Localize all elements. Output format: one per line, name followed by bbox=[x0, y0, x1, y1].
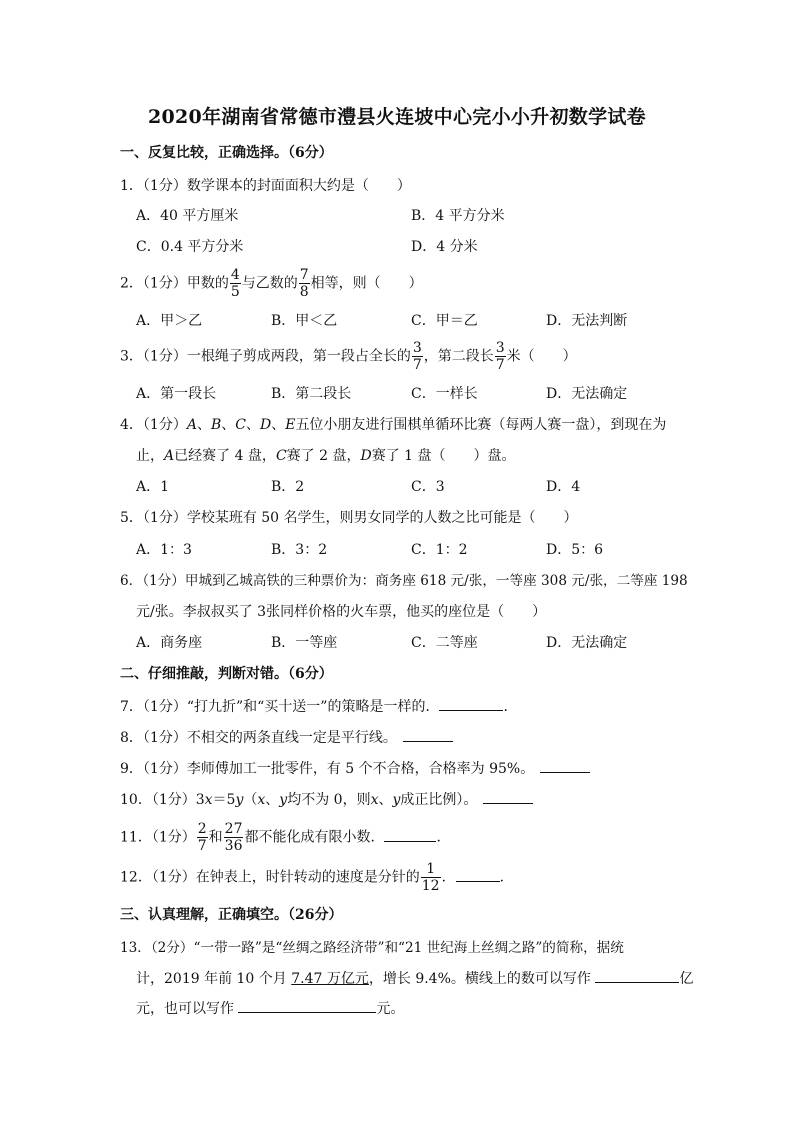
q4-var-a: A bbox=[164, 448, 175, 464]
q10-text: 10．（1分）3 bbox=[120, 792, 205, 808]
q3-option-a[interactable]: A．第一段长 bbox=[136, 386, 217, 402]
q11-frac1-numerator: 2 bbox=[197, 821, 207, 837]
section-2-heading: 二、仔细推敲，判断对错。（6分） bbox=[120, 666, 333, 682]
section-3-heading: 三、认真理解，正确填空。（26分） bbox=[120, 907, 343, 923]
question-9 bbox=[120, 759, 590, 779]
q10-text: 、 bbox=[265, 792, 280, 808]
q9-answer-blank[interactable] bbox=[540, 760, 590, 773]
q10-var-y: y bbox=[235, 792, 244, 808]
q5-option-a[interactable]: A．1：3 bbox=[136, 542, 192, 558]
q10-var-x: x bbox=[257, 792, 266, 808]
q12-fraction bbox=[421, 862, 441, 893]
question-12 bbox=[120, 862, 514, 893]
q2-frac2-denominator: 8 bbox=[299, 284, 309, 300]
q11-fraction-1 bbox=[197, 822, 208, 853]
q6-option-c[interactable]: C．二等座 bbox=[411, 635, 478, 651]
q10-answer-blank[interactable] bbox=[483, 791, 533, 804]
q13-text: 计，2019 年前 10 个月 bbox=[136, 971, 292, 987]
q5-option-b[interactable]: B．3：2 bbox=[271, 542, 328, 558]
q12-answer-blank[interactable] bbox=[456, 869, 500, 882]
q2-option-d[interactable]: D．无法判断 bbox=[546, 313, 628, 329]
q11-end: ． bbox=[436, 829, 451, 846]
q13-answer-blank-1[interactable] bbox=[595, 970, 679, 983]
q3-text-2: ，第二段长 bbox=[423, 348, 494, 365]
q4-option-d[interactable]: D．4 bbox=[546, 479, 581, 495]
q12-end: ． bbox=[499, 869, 514, 886]
q2-fraction-2 bbox=[299, 268, 310, 299]
q3-text-3: 米（ ） bbox=[506, 348, 577, 365]
q1-option-b[interactable]: B．4 平方分米 bbox=[411, 208, 505, 224]
q12-frac-denominator: 12 bbox=[421, 878, 440, 894]
q4-text: 五位小朋友进行围棋单循环比赛（每两人赛一盘），到现在为 bbox=[295, 417, 667, 433]
q5-option-c[interactable]: C．1：2 bbox=[411, 542, 468, 558]
q7-answer-blank[interactable] bbox=[439, 698, 503, 711]
q4-var-c: C bbox=[275, 448, 287, 464]
q10-text: （ bbox=[243, 792, 258, 808]
q2-option-b[interactable]: B．甲＜乙 bbox=[271, 313, 338, 329]
q2-text-1: 2．（1分）甲数的 bbox=[120, 275, 229, 292]
q11-frac2-numerator: 27 bbox=[224, 821, 243, 837]
q4-option-a[interactable]: A．1 bbox=[136, 479, 170, 495]
q3-text-1: 3．（1分）一根绳子剪成两段，第一段占全长的 bbox=[120, 348, 411, 365]
question-13-line-1: 13．（2分）“一带一路”是“丝绸之路经济带”和“21 世纪海上丝绸之路”的简称，据统 bbox=[120, 940, 624, 956]
question-6-line-1: 6．（1分）甲城到乙城高铁的三种票价为：商务座 618 元/张，一等座 308 元/张，二等座 198 bbox=[120, 573, 688, 589]
question-13-line-3 bbox=[136, 999, 404, 1019]
q13-unit-2: 元。 bbox=[376, 1001, 405, 1017]
question-11 bbox=[120, 822, 450, 853]
q13-text: 元，也可以写作 bbox=[136, 1001, 239, 1017]
q3-option-b[interactable]: B．第二段长 bbox=[271, 386, 352, 402]
q3-fraction-1 bbox=[412, 341, 423, 372]
q8-text: 8．（1分）不相交的两条直线一定是平行线。 bbox=[120, 730, 397, 746]
q12-text: ． bbox=[441, 869, 456, 886]
question-6-line-2: 元/张。李叔叔买了 3张同样价格的火车票，他买的座位是（ ） bbox=[136, 604, 547, 620]
q2-option-a[interactable]: A．甲＞乙 bbox=[136, 313, 203, 329]
q3-frac1-numerator: 3 bbox=[412, 340, 422, 356]
q12-text: 12．（1分）在钟表上，时针转动的速度是分针的 bbox=[120, 869, 420, 886]
question-5: 5．（1分）学校某班有 50 名学生，则男女同学的人数之比可能是（ ） bbox=[120, 510, 578, 526]
q4-sep: 、 bbox=[271, 417, 286, 433]
q4-text: 止， bbox=[136, 448, 164, 464]
q11-text: 11．（1分） bbox=[120, 829, 196, 846]
q13-text: ，增长 9.4%。横线上的数可以写作 bbox=[368, 971, 596, 987]
q10-var-x: x bbox=[370, 792, 379, 808]
q6-option-b[interactable]: B．一等座 bbox=[271, 635, 338, 651]
question-2 bbox=[120, 268, 423, 299]
q6-option-d[interactable]: D．无法确定 bbox=[546, 635, 628, 651]
section-1-heading: 一、反复比较，正确选择。（6分） bbox=[120, 145, 333, 161]
question-4-line-1 bbox=[120, 415, 666, 435]
q1-option-d[interactable]: D．4 分米 bbox=[411, 239, 478, 255]
q13-unit-1: 亿 bbox=[679, 971, 694, 987]
q5-option-d[interactable]: D．5：6 bbox=[546, 542, 604, 558]
q3-frac1-denominator: 7 bbox=[412, 357, 422, 373]
q6-option-a[interactable]: A．商务座 bbox=[136, 635, 203, 651]
page-title: 2020年湖南省常德市澧县火连坡中心完小小升初数学试卷 bbox=[148, 106, 646, 128]
q4-var-b: B bbox=[210, 417, 222, 433]
q8-answer-blank[interactable] bbox=[403, 729, 453, 742]
q2-frac2-numerator: 7 bbox=[299, 267, 309, 283]
q13-underlined-amount: 7.47 万亿元 bbox=[291, 971, 369, 987]
q4-text: 赛了 2 盘， bbox=[286, 448, 361, 464]
q1-option-a[interactable]: A．40 平方厘米 bbox=[136, 208, 239, 224]
q2-frac1-numerator: 4 bbox=[230, 267, 240, 283]
q4-var-d: D bbox=[360, 448, 372, 464]
q10-text: 均不为 0，则 bbox=[287, 792, 371, 808]
q10-var-y: y bbox=[279, 792, 288, 808]
q11-text: 都不能化成有限小数． bbox=[244, 829, 385, 846]
q4-var-e: E bbox=[285, 417, 296, 433]
q2-text-2: 与乙数的 bbox=[241, 275, 298, 292]
q4-prefix: 4．（1分） bbox=[120, 417, 187, 433]
q13-answer-blank-2[interactable] bbox=[238, 1000, 376, 1013]
q4-text: 已经赛了 4 盘， bbox=[174, 448, 276, 464]
q4-var-d: D bbox=[259, 417, 272, 433]
q3-frac2-numerator: 3 bbox=[495, 340, 505, 356]
q11-frac2-denominator: 36 bbox=[224, 838, 243, 854]
question-13-line-2 bbox=[136, 969, 693, 989]
q4-sep: 、 bbox=[245, 417, 260, 433]
q2-text-3: 相等，则（ ） bbox=[310, 275, 423, 292]
q7-end: ． bbox=[503, 699, 518, 715]
q10-var-x: x bbox=[204, 792, 213, 808]
question-10 bbox=[120, 790, 533, 810]
q7-text: 7．（1分）“打九折”和“买十送一”的策略是一样的． bbox=[120, 699, 440, 715]
q11-text: 和 bbox=[208, 829, 223, 846]
question-1: 1．（1分）数学课本的封面面积大约是（ ） bbox=[120, 178, 411, 194]
q3-frac2-denominator: 7 bbox=[495, 357, 505, 373]
q2-frac1-denominator: 5 bbox=[230, 284, 240, 300]
q4-text: 赛了 1 盘（ ）盘。 bbox=[371, 448, 516, 464]
q3-option-c[interactable]: C．一样长 bbox=[411, 386, 478, 402]
q3-option-d[interactable]: D．无法确定 bbox=[546, 386, 628, 402]
question-4-line-2 bbox=[136, 446, 516, 466]
q10-text: 、 bbox=[378, 792, 393, 808]
q4-option-c[interactable]: C．3 bbox=[411, 479, 445, 495]
q4-var-c: C bbox=[235, 417, 246, 433]
q11-answer-blank[interactable] bbox=[384, 829, 436, 842]
q10-text: 成正比例）。 bbox=[400, 792, 478, 808]
q11-frac1-denominator: 7 bbox=[197, 838, 207, 854]
question-7 bbox=[120, 697, 517, 717]
q4-sep: 、 bbox=[196, 417, 211, 433]
q3-fraction-2 bbox=[495, 341, 506, 372]
q9-text: 9．（1分）李师傅加工一批零件，有 5 个不合格，合格率为 95%。 bbox=[120, 761, 535, 777]
q2-option-c[interactable]: C．甲＝乙 bbox=[411, 313, 478, 329]
q10-text: ＝5 bbox=[212, 792, 236, 808]
q10-var-y: y bbox=[392, 792, 401, 808]
q2-fraction-1 bbox=[230, 268, 241, 299]
q12-frac-numerator: 1 bbox=[426, 861, 436, 877]
q11-fraction-2 bbox=[224, 822, 244, 853]
question-3 bbox=[120, 341, 577, 372]
q1-option-c[interactable]: C．0.4 平方分米 bbox=[136, 239, 244, 255]
q4-option-b[interactable]: B．2 bbox=[271, 479, 305, 495]
q4-sep: 、 bbox=[221, 417, 236, 433]
q4-var-a: A bbox=[186, 417, 197, 433]
question-8 bbox=[120, 728, 453, 748]
